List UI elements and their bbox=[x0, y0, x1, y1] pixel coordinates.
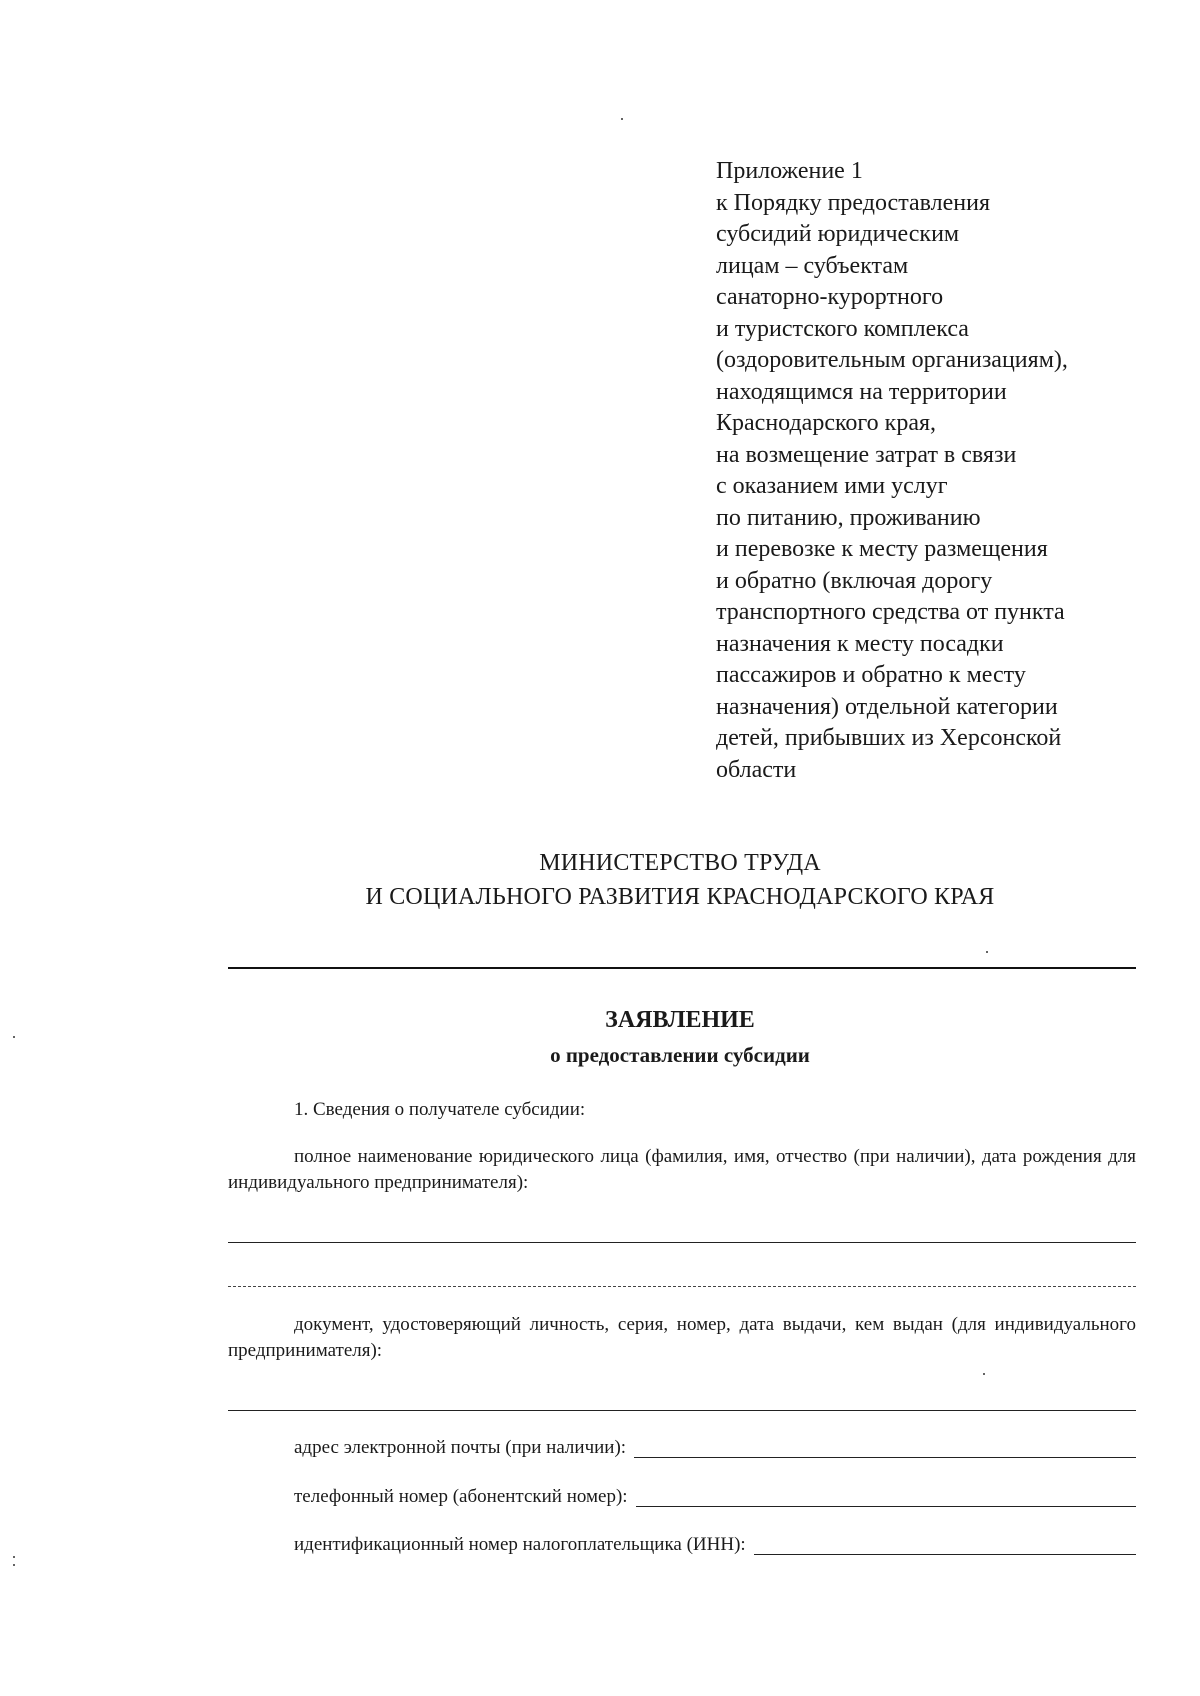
identity-document-field-line[interactable] bbox=[228, 1410, 1136, 1411]
appendix-line: назначения) отдельной категории bbox=[716, 693, 1058, 720]
scan-speck bbox=[986, 951, 988, 953]
appendix-line: лицам – субъектам bbox=[716, 252, 909, 279]
scan-speck bbox=[13, 1564, 15, 1566]
full-name-field-line-2[interactable] bbox=[228, 1286, 1136, 1287]
appendix-line: на возмещение затрат в связи bbox=[716, 441, 1017, 468]
scan-speck bbox=[13, 1556, 15, 1558]
appendix-line: (оздоровительным организациям), bbox=[716, 347, 1068, 373]
identity-document-label: документ, удостоверяющий личность, серия, номер, дата выдачи, кем выдан (для индивидуального предпринимателя): bbox=[228, 1314, 1136, 1361]
appendix-line: находящимся на территории bbox=[716, 378, 1007, 405]
appendix-line: Приложение 1 bbox=[716, 158, 863, 184]
document-subtitle: о предоставлении субсидии bbox=[550, 1043, 810, 1067]
phone-field[interactable] bbox=[636, 1486, 1136, 1507]
appendix-line: с оказанием ими услуг bbox=[716, 473, 948, 499]
scan-speck bbox=[13, 1036, 15, 1038]
phone-row bbox=[294, 1484, 1136, 1510]
appendix-line: и обратно (включая дорогу bbox=[716, 567, 993, 594]
email-row bbox=[294, 1435, 1136, 1461]
scan-speck bbox=[983, 1373, 985, 1375]
ministry-line-2: И СОЦИАЛЬНОГО РАЗВИТИЯ КРАСНОДАРСКОГО КРАЯ bbox=[365, 884, 995, 910]
appendix-line: и перевозке к месту размещения bbox=[716, 536, 1048, 562]
appendix-line: по питанию, проживанию bbox=[716, 504, 981, 531]
appendix-line: области bbox=[716, 756, 797, 783]
ministry-line-1: МИНИСТЕРСТВО ТРУДА bbox=[539, 850, 821, 876]
email-field[interactable] bbox=[634, 1437, 1136, 1458]
section-heading: 1. Сведения о получателе субсидии: bbox=[294, 1099, 586, 1120]
ministry-header bbox=[220, 846, 1140, 914]
header-divider bbox=[228, 967, 1136, 969]
full-name-field-line-1[interactable] bbox=[228, 1242, 1136, 1243]
appendix-line: назначения к месту посадки bbox=[716, 630, 1004, 657]
appendix-note bbox=[716, 156, 1136, 786]
appendix-line: пассажиров и обратно к месту bbox=[716, 662, 1026, 688]
inn-label: идентификационный номер налогоплательщика (ИНН): bbox=[294, 1534, 746, 1555]
appendix-line: Краснодарского края, bbox=[716, 410, 937, 436]
appendix-line: к Порядку предоставления bbox=[716, 189, 991, 216]
phone-label: телефонный номер (абонентский номер): bbox=[294, 1486, 628, 1507]
appendix-line: транспортного средства от пункта bbox=[716, 599, 1065, 625]
document-title: ЗАЯВЛЕНИЕ bbox=[605, 1007, 755, 1033]
scan-speck bbox=[621, 118, 623, 120]
appendix-line: санаторно-курортного bbox=[716, 284, 944, 310]
email-label: адрес электронной почты (при наличии): bbox=[294, 1437, 627, 1458]
inn-row bbox=[294, 1532, 1136, 1558]
inn-field[interactable] bbox=[754, 1534, 1136, 1555]
full-name-label: полное наименование юридического лица (фамилия, имя, отчество (при наличии), дата рождения для индивидуального предпринимателя): bbox=[228, 1146, 1136, 1193]
appendix-line: детей, прибывших из Херсонской bbox=[716, 725, 1062, 751]
appendix-line: и туристского комплекса bbox=[716, 315, 969, 342]
appendix-line: субсидий юридическим bbox=[716, 221, 960, 247]
